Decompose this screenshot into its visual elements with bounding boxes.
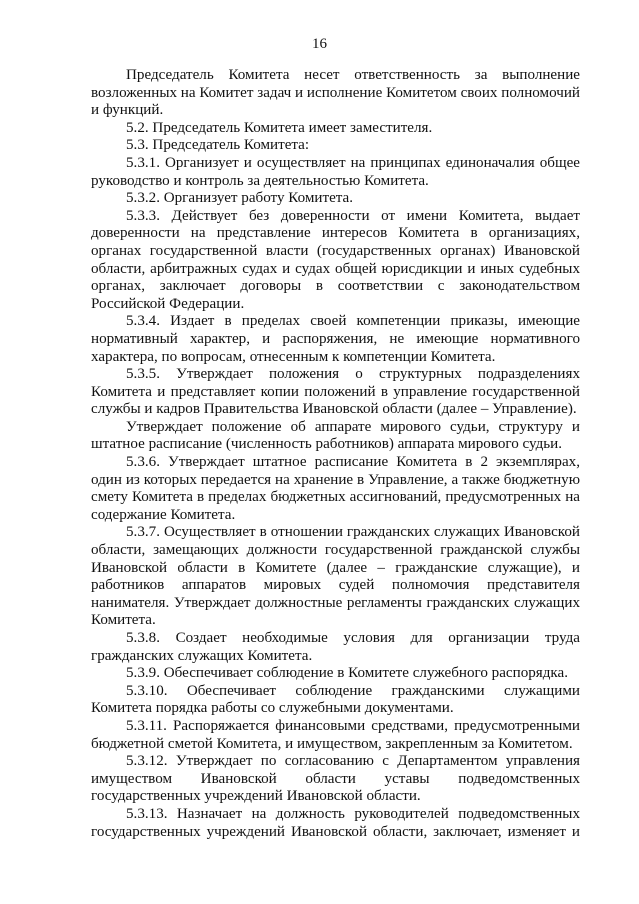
document-body <box>91 67 580 841</box>
paragraph-5-3: 5.3. Председатель Комитета: <box>126 137 310 154</box>
paragraph-5-3-10: 5.3.10. Обеспечивает соблюдение гражданскими служащими Комитета порядка работы со служебными документами. <box>91 682 580 717</box>
paragraph-5-3-8: 5.3.8. Создает необходимые условия для организации труда гражданских служащих Комитета. <box>91 630 580 664</box>
paragraph-chairman-responsibility: Председатель Комитета несет ответственность за выполнение возложенных на Комитет задач и исполнение Комитетом своих полномочий и функций. <box>91 67 580 119</box>
paragraph-magistrate-staff: Утверждает положение об аппарате мирового судьи, структуру и штатное расписание (численность работников) аппарата мирового судьи. <box>91 418 580 453</box>
paragraph-5-3-6: 5.3.6. Утверждает штатное расписание Комитета в 2 экземплярах, один из которых передается на хранение в Управление, а также бюджетную смету Комитета в пределах бюджетных ассигнований, предусмотренных на содержание Комитета. <box>91 454 580 523</box>
page-number: 16 <box>312 36 327 52</box>
paragraph-5-3-2: 5.3.2. Организует работу Комитета. <box>126 190 354 207</box>
paragraph-5-3-3: 5.3.3. Действует без доверенности от имени Комитета, выдает доверенности на представление интересов Комитета в организациях, органах государственной власти (государственных органах) Ивановской области, арбитражных судах и судах общей юрисдикции и иных судебных органах, заключает договоры в соответствии с законодательством Российской Федерации. <box>91 207 580 312</box>
paragraph-5-3-5: 5.3.5. Утверждает положения о структурных подразделениях Комитета и представляет копии положений в управление государственной службы и кадров Правительства Ивановской области (далее – Управление). <box>91 366 580 418</box>
paragraph-5-3-12: 5.3.12. Утверждает по согласованию с Департаментом управления имуществом Ивановской области уставы подведомственных государственных учреждений Ивановской области. <box>91 753 580 805</box>
paragraph-5-3-9: 5.3.9. Обеспечивает соблюдение в Комитете служебного распорядка. <box>126 665 568 682</box>
paragraph-5-2: 5.2. Председатель Комитета имеет заместителя. <box>126 119 433 136</box>
paragraph-5-3-11: 5.3.11. Распоряжается финансовыми средствами, предусмотренными бюджетной сметой Комитета, и имуществом, закрепленным за Комитетом. <box>91 717 580 752</box>
paragraph-5-3-4: 5.3.4. Издает в пределах своей компетенции приказы, имеющие нормативный характер, и распоряжения, не имеющие нормативного характера, по вопросам, отнесенным к компетенции Комитета. <box>91 313 580 365</box>
paragraph-5-3-13: 5.3.13. Назначает на должность руководителей подведомственных государственных учреждений Ивановской области, заключает, изменяет и <box>91 805 580 840</box>
paragraph-5-3-7: 5.3.7. Осуществляет в отношении гражданских служащих Ивановской области, замещающих должности государственной гражданской службы Ивановской области в Комитете (далее – гражданские служащие), и работников аппаратов мировых судей полномочия представителя нанимателя. Утверждает должностные регламенты гражданских служащих Комитета. <box>91 524 580 629</box>
paragraph-5-3-1: 5.3.1. Организует и осуществляет на принципах единоначалия общее руководство и контроль за деятельностью Комитета. <box>91 154 580 189</box>
